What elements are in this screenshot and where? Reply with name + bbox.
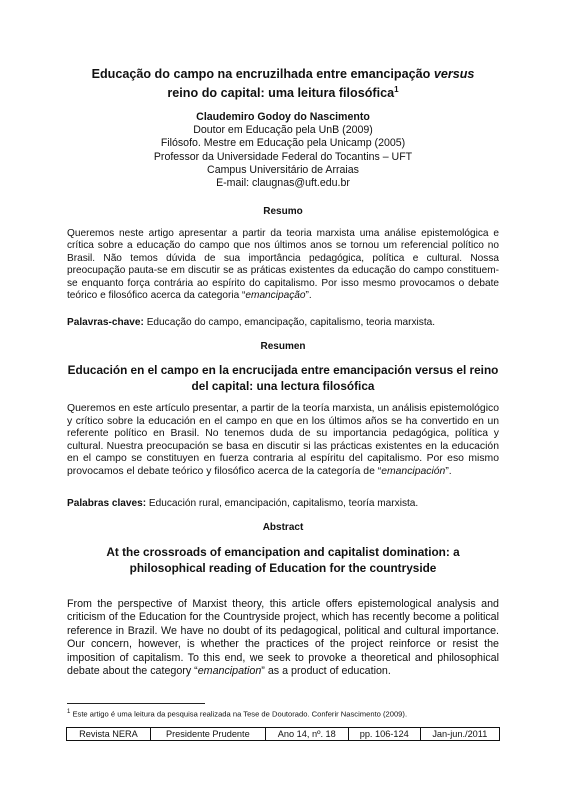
footer-date: Jan-jun./2011 bbox=[420, 728, 499, 741]
title-line1: Educação do campo na encruzilhada entre emancipação bbox=[91, 67, 434, 81]
footer-city: Presidente Prudente bbox=[150, 728, 265, 741]
resumo-keywords bbox=[67, 317, 499, 328]
author-line: Doutor em Educação pela UnB (2009) bbox=[193, 124, 373, 137]
abstract-title: At the crossroads of emancipation and capitalist domination: a philosophical reading of Education for the countryside bbox=[106, 545, 460, 575]
footer-journal: Revista NERA bbox=[67, 728, 151, 741]
resumen-text: Queremos en este artículo presentar, a partir de la teoría marxista, un análisis epistemológico y crítico sobre la educación en el campo en que en los últimos años se ha convertido en un referente político en Brasil. No tenemos duda de su importancia pedagógica, política y cultural. Nuestra preocupación se basa en discutir si las prácticas existentes en la educación en el campo se constituyen en fuerza contraria al espíritu del capitalismo. Por eso mismo provocamos el debate teórico y filosófico acerca de la categoría de “ bbox=[67, 403, 499, 477]
abstract-heading: Abstract bbox=[262, 522, 304, 533]
resumo-paragraph bbox=[67, 228, 499, 302]
resumen-keywords-text: Educación rural, emancipación, capitalismo, teoría marxista. bbox=[146, 498, 419, 509]
author-name: Claudemiro Godoy do Nascimento bbox=[196, 111, 370, 123]
author-block bbox=[60, 111, 506, 190]
footnote bbox=[67, 709, 507, 719]
resumen-heading: Resumen bbox=[260, 341, 306, 352]
resumo-keywords-text: Educação do campo, emancipação, capitalismo, teoria marxista. bbox=[143, 317, 436, 328]
journal-footer-table bbox=[66, 727, 500, 741]
title-footnote-mark: 1 bbox=[394, 85, 399, 94]
resumen-keywords bbox=[67, 498, 499, 509]
resumen-paragraph bbox=[67, 403, 499, 479]
footnote-mark: 1 bbox=[67, 709, 71, 715]
title-line2: reino do capital: uma leitura filosófica bbox=[167, 86, 395, 101]
footnote-text: Este artigo é uma leitura da pesquisa realizada na Tese de Doutorado. Conferir Nascimento (2009). bbox=[70, 709, 408, 719]
footer-issue: Ano 14, nº. 18 bbox=[265, 728, 348, 741]
author-email: E-mail: claugnas@uft.edu.br bbox=[216, 177, 350, 190]
abstract-text: From the perspective of Marxist theory, this article offers epistemological analysis and criticism of the Education for the Countryside project, which has recently become a political reference in Brazil. We have no doubt of its pedagogical, political and cultural importance. Our concern, however, is whether the practices of the project reinforce or resist the imposition of capitalism. To this end, we seek to provoke a theoretical and philosophical debate about the category “ bbox=[67, 598, 499, 678]
resumen-text-end: ”. bbox=[445, 465, 452, 477]
resumo-text: Queremos neste artigo apresentar a partir da teoria marxista uma análise epistemológica e crítica sobre a educação do campo que nos últimos anos se tornou um referencial político no Brasil. Não temos dúvida de sua importância pedagógica, política e cultural. Nossa preocupação pauta-se em discutir se as práticas existentes da educação do campo constituem-se enquanto força contrária ao espírito do capitalismo. Por isso mesmo provocamos o debate teórico e filosófico acerca da categoria “ bbox=[67, 228, 499, 302]
abstract-paragraph bbox=[67, 598, 499, 678]
resumo-keywords-label: Palavras-chave: bbox=[67, 317, 144, 328]
footnote-divider bbox=[67, 703, 205, 704]
author-line: Professor da Universidade Federal do Tocantins – UFT bbox=[153, 150, 413, 163]
resumen-title: Educación en el campo en la encrucijada entre emancipación versus el reino del capital: una lectura filosófica bbox=[67, 363, 499, 393]
resumen-italic: emancipación bbox=[381, 465, 446, 477]
author-line: Filósofo. Mestre em Educação pela Unicamp (2005) bbox=[160, 137, 406, 150]
resumo-italic: emancipação bbox=[245, 290, 306, 302]
author-line: Campus Universitário de Arraias bbox=[207, 163, 359, 176]
resumo-text-end: ”. bbox=[305, 290, 312, 302]
abstract-italic: emancipation bbox=[197, 665, 262, 678]
footer-row bbox=[67, 728, 500, 741]
footer-pages: pp. 106-124 bbox=[348, 728, 420, 741]
title-italic-word: versus bbox=[433, 67, 475, 81]
article-title bbox=[60, 66, 506, 101]
resumo-heading: Resumo bbox=[263, 206, 303, 217]
abstract-text-end: ” as a product of education. bbox=[261, 665, 391, 678]
resumen-keywords-label: Palabras claves: bbox=[67, 498, 147, 509]
